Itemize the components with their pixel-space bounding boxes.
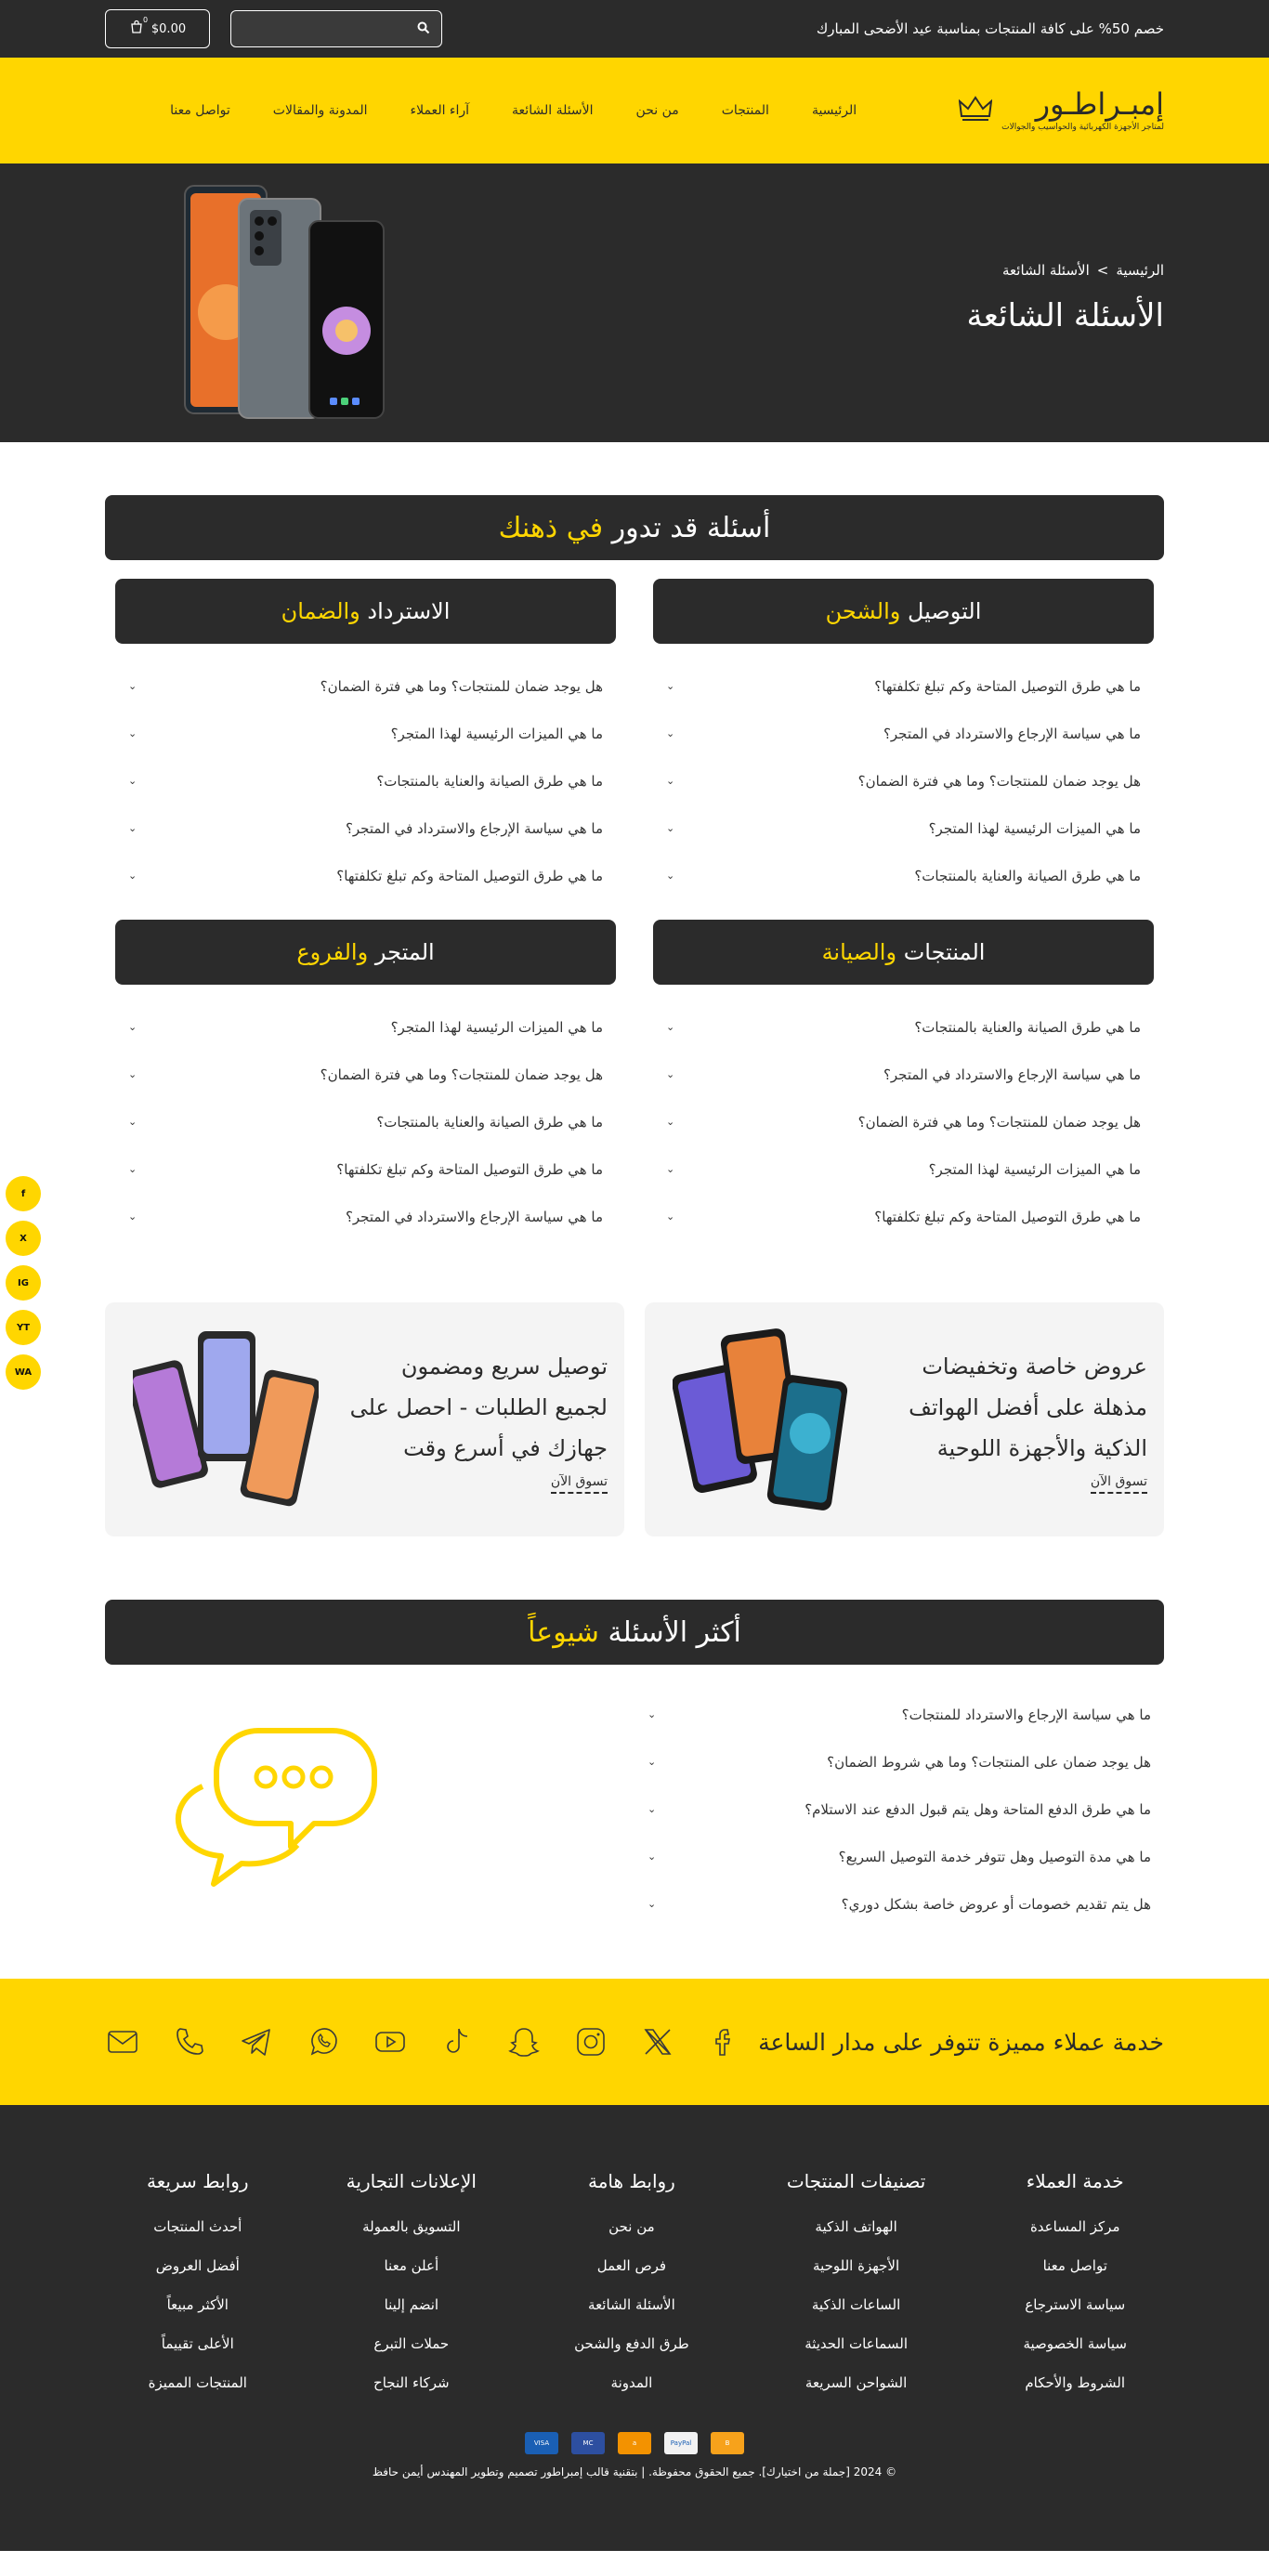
chevron-down-icon[interactable]: ⌄ [666,1210,675,1223]
faq-question[interactable] [653,757,1154,804]
chevron-down-icon[interactable]: ⌄ [648,1756,657,1768]
social-links [105,2024,742,2059]
faq-question[interactable] [634,1833,1164,1880]
faq-question-text: ما هي طرق الدفع المتاحة وهل يتم قبول الدفع عند الاستلام؟ [805,1800,1151,1818]
footer-link[interactable]: فرص العمل [596,2257,667,2274]
footer-link[interactable]: الساعات الذكية [811,2296,901,2313]
promo-line: عروض خاصة وتخفيضات [922,1353,1147,1380]
hero [0,163,1269,442]
chevron-down-icon[interactable]: ⌄ [128,1163,137,1175]
chevron-down-icon[interactable]: ⌄ [128,1068,137,1080]
faq-question-text: هل يتم تقديم خصومات أو عروض خاصة بشكل دوري؟ [841,1895,1151,1913]
nav-item[interactable]: من نحن [635,103,679,118]
whatsapp-icon[interactable]: WA [6,1354,41,1390]
faq-question-text: ما هي سياسة الإرجاع والاسترداد في المتجر؟ [345,1208,603,1225]
chevron-down-icon[interactable]: ⌄ [666,680,675,692]
chevron-down-icon[interactable]: ⌄ [128,1021,137,1033]
floating-social [6,1176,41,1390]
search-icon[interactable] [417,20,430,38]
whatsapp-icon[interactable] [306,2024,341,2059]
nav-item[interactable]: المدونة والمقالات [272,103,368,118]
footer-column [347,2170,477,2413]
faq-category-title-accent: والصيانة [821,939,897,965]
faq-category-title-bar [115,579,616,644]
faq-question-text: هل يوجد ضمان للمنتجات؟ وما هي فترة الضمان؟ [320,1066,603,1083]
faq-question[interactable] [653,1145,1154,1193]
top-bar [0,0,1269,58]
email-icon[interactable] [105,2024,140,2059]
faq-question-text: ما هي الميزات الرئيسية لهذا المتجر؟ [390,725,603,742]
chevron-down-icon[interactable]: ⌄ [128,775,137,787]
footer-link[interactable]: تواصل معنا [1042,2257,1107,2274]
faq-question[interactable] [653,662,1154,710]
footer-column-title: الإعلانات التجارية [346,2170,477,2192]
faq-question-text: ما هي الميزات الرئيسية لهذا المتجر؟ [928,819,1141,837]
facebook-icon[interactable] [707,2024,742,2059]
nav-item[interactable]: المنتجات [721,103,769,118]
faq-title-accent: في ذهنك [498,511,604,544]
faq-question[interactable] [653,1193,1154,1240]
breadcrumb [967,262,1164,279]
faq-question-text: ما هي سياسة الإرجاع والاسترداد للمنتجات؟ [901,1706,1151,1723]
faq-category-title-accent: والضمان [281,598,360,624]
faq-question[interactable] [115,662,616,710]
promo-card-offers [645,1302,1164,1536]
faq-question-text: ما هي طرق الصيانة والعناية بالمنتجات؟ [376,1113,603,1131]
faq-question[interactable] [115,1145,616,1193]
footer-link[interactable]: الهواتف الذكية [815,2218,897,2235]
chevron-down-icon[interactable]: ⌄ [666,822,675,834]
footer-column [787,2170,926,2413]
logo-name: إمبـراطـور [1035,86,1164,122]
nav-item[interactable]: آراء العملاء [410,103,470,118]
faq-question-text: هل يوجد ضمان على المنتجات؟ وما هي شروط الضمان؟ [827,1753,1151,1771]
faq-category [115,579,616,920]
phones-image [133,1322,319,1517]
faq-category-title: التوصيل [907,598,982,624]
footer-link[interactable]: طرق الدفع والشحن [574,2335,689,2352]
nav-item[interactable]: تواصل معنا [170,103,230,118]
faq-title-bar [105,495,1164,560]
faq-question[interactable] [653,1098,1154,1145]
footer-column-title: روابط سريعة [147,2170,249,2192]
faq-category [653,579,1154,920]
footer-link[interactable]: مركز المساعدة [1029,2218,1120,2235]
footer-link[interactable]: أعلن معنا [384,2257,439,2274]
most-asked-section [105,1600,1164,1979]
promo-line: لجميع الطلبات - احصل على [349,1393,608,1420]
faq-question-text: ما هي سياسة الإرجاع والاسترداد في المتجر؟ [883,725,1141,742]
footer-link[interactable]: حملات التبرع [373,2335,450,2352]
logo-tagline: لمتاجر الأجهزة الكهربائية والحواسيب والجوالات [1001,123,1164,132]
search-input[interactable] [242,22,417,36]
footer-column-title: خدمة العملاء [1026,2170,1124,2192]
footer-column-title: تصنيفات المنتجات [786,2170,926,2192]
nav-item[interactable]: الأسئلة الشائعة [512,103,594,118]
phone-icon[interactable] [172,2024,207,2059]
faq-question[interactable] [115,852,616,899]
footer-columns [105,2170,1164,2413]
footer-link[interactable]: السماعات الحديثة [805,2335,908,2352]
faq-question[interactable] [634,1880,1164,1928]
hero-phones-image [183,182,387,424]
breadcrumb-home[interactable]: الرئيسية [1116,262,1164,279]
nav-menu [127,103,857,118]
faq-question-text: هل يوجد ضمان للمنتجات؟ وما هي فترة الضمان؟ [857,772,1141,790]
faq-question[interactable] [115,1193,616,1240]
footer-link[interactable]: سياسة الاسترجاع [1025,2296,1126,2313]
service-text: خدمة عملاء مميزة تتوفر على مدار الساعة [758,2028,1164,2056]
logo[interactable] [959,86,1164,132]
tiktok-icon[interactable] [439,2024,475,2059]
faq-question[interactable] [634,1691,1164,1738]
cart-total: $0.00 [150,21,187,36]
chevron-down-icon[interactable]: ⌄ [128,1116,137,1128]
chevron-down-icon[interactable]: ⌄ [666,870,675,882]
footer-link[interactable]: سياسة الخصوصية [1023,2335,1127,2352]
most-asked-list [634,1691,1164,1928]
promo-cards [105,1302,1164,1536]
promo-line: الذكية والأجهزة اللوحية [936,1434,1147,1461]
faq-question[interactable] [115,804,616,852]
chat-bubbles-icon [105,1691,449,1928]
promo-line: توصيل سريع ومضمون [400,1353,608,1380]
faq-question[interactable] [653,1003,1154,1051]
faq-question-text: ما هي سياسة الإرجاع والاسترداد في المتجر؟ [883,1066,1141,1083]
faq-question[interactable] [115,1051,616,1098]
footer-column-title: روابط هامة [587,2170,675,2192]
hero-text [967,262,1164,334]
chevron-down-icon[interactable]: ⌄ [666,775,675,787]
chevron-down-icon[interactable]: ⌄ [128,727,137,739]
footer-link[interactable]: الشواحن السريعة [805,2374,908,2391]
x-icon[interactable] [640,2024,675,2059]
payment-methods [105,2432,1164,2454]
faq-category-title: المنتجات [903,939,986,965]
faq-category-title-accent: والفروع [296,939,369,965]
footer-link[interactable]: الأسئلة الشائعة [588,2296,675,2313]
crown-icon [959,96,992,125]
topbar-actions [105,9,442,48]
promo-card-text [329,1346,608,1494]
chevron-down-icon[interactable]: ⌄ [128,822,137,834]
faq-question-text: ما هي طرق التوصيل المتاحة وكم تبلغ تكلفتها؟ [874,677,1141,695]
faq-category-title-bar [115,920,616,985]
promo-text: خصم 50% على كافة المنتجات بمناسبة عيد الأضحى المبارك [816,20,1164,37]
footer-link[interactable]: انضم إلينا [384,2296,439,2313]
faq-title: أسئلة قد تدور [611,511,771,544]
footer-link[interactable]: المدونة [610,2374,653,2391]
faq-question-list [653,644,1154,920]
faq-category-title: المتجر [374,939,435,965]
chevron-down-icon[interactable]: ⌄ [666,1068,675,1080]
mastercard-icon: MC [571,2432,605,2454]
instagram-icon[interactable]: IG [6,1265,41,1301]
faq-category-title-accent: والشحن [825,598,901,624]
faq-question[interactable] [634,1738,1164,1785]
chevron-down-icon[interactable]: ⌄ [128,870,137,882]
faq-categories [105,579,1164,1261]
visa-icon: VISA [525,2432,558,2454]
most-asked-title-bar [105,1600,1164,1665]
nav-item[interactable]: الرئيسية [811,103,857,118]
snapchat-icon[interactable] [506,2024,542,2059]
faq-question-text: ما هي مدة التوصيل وهل تتوفر خدمة التوصيل السريع؟ [838,1848,1151,1865]
bitcoin-icon: B [711,2432,744,2454]
shop-now-link[interactable]: تسوق الآن [1091,1474,1147,1494]
shop-now-link[interactable]: تسوق الآن [551,1474,608,1494]
facebook-icon[interactable]: f [6,1176,41,1211]
faq-question[interactable] [653,852,1154,899]
youtube-icon[interactable] [373,2024,408,2059]
paypal-icon: PayPal [664,2432,698,2454]
page-title: الأسئلة الشائعة [966,297,1164,334]
faq-question[interactable] [653,804,1154,852]
faq-question-text: ما هي سياسة الإرجاع والاسترداد في المتجر؟ [345,819,603,837]
faq-category-title: الاسترداد [367,598,451,624]
faq-question[interactable] [115,1003,616,1051]
phones-image [673,1322,858,1517]
faq-question-list [115,985,616,1261]
faq-question-text: ما هي طرق الصيانة والعناية بالمنتجات؟ [914,1018,1141,1036]
chevron-down-icon[interactable]: ⌄ [128,680,137,692]
search-box [230,10,442,47]
faq-question-list [115,644,616,920]
faq-question-text: ما هي الميزات الرئيسية لهذا المتجر؟ [928,1160,1141,1178]
footer-link[interactable]: التسويق بالعمولة [362,2218,461,2235]
faq-question-text: ما هي طرق التوصيل المتاحة وكم تبلغ تكلفتها؟ [336,867,603,884]
footer-link[interactable]: المنتجات المميزة [148,2374,247,2391]
faq-question[interactable] [634,1785,1164,1833]
footer-column [574,2170,689,2413]
footer-link[interactable]: الأجهزة اللوحية [813,2257,900,2274]
logo-text [1001,86,1164,132]
faq-question-text: ما هي طرق الصيانة والعناية بالمنتجات؟ [914,867,1141,884]
instagram-icon[interactable] [573,2024,608,2059]
chevron-down-icon[interactable]: ⌄ [648,1898,657,1910]
promo-line: مذهلة على أفضل الهواتف [909,1393,1147,1420]
faq-question[interactable] [653,710,1154,757]
faq-question-text: هل يوجد ضمان للمنتجات؟ وما هي فترة الضمان؟ [857,1113,1141,1131]
copyright: © 2024 [جملة من اختيارك]. جميع الحقوق محفوظة. | بتقنية قالب إمبراطور تصميم وتطوير المهندس أيمن حافظ [372,2465,897,2478]
faq-question[interactable] [115,757,616,804]
faq-question[interactable] [115,710,616,757]
cart-button[interactable] [105,9,210,48]
footer [0,2105,1269,2551]
cart-count: 0 [143,16,149,24]
chevron-down-icon[interactable]: ⌄ [666,1021,675,1033]
chevron-down-icon[interactable]: ⌄ [666,727,675,739]
footer-link[interactable]: أحدث المنتجات [153,2218,242,2235]
faq-question[interactable] [653,1051,1154,1098]
chevron-down-icon[interactable]: ⌄ [648,1803,657,1815]
faq-category-title-bar [653,579,1154,644]
service-bar [0,1979,1269,2105]
amazon-pay-icon: a [618,2432,651,2454]
faq-question-list [653,985,1154,1261]
footer-link[interactable]: أفضل العروض [155,2257,240,2274]
main-nav [0,58,1269,163]
footer-link[interactable]: شركاء النجاح [373,2374,450,2391]
faq-section [105,442,1164,1979]
youtube-icon[interactable]: YT [6,1310,41,1345]
footer-link[interactable]: الأكثر مبيعاً [166,2296,229,2313]
chevron-down-icon[interactable]: ⌄ [666,1163,675,1175]
x-icon[interactable]: X [6,1221,41,1256]
most-asked-body [105,1691,1164,1979]
footer-column [1023,2170,1127,2413]
faq-category [653,920,1154,1261]
faq-question-text: ما هي طرق الصيانة والعناية بالمنتجات؟ [376,772,603,790]
footer-column [147,2170,249,2413]
most-asked-title-accent: شيوعاً [528,1615,599,1649]
chevron-down-icon[interactable]: ⌄ [128,1210,137,1223]
footer-link[interactable]: الأعلى تقييماً [161,2335,234,2352]
breadcrumb-current: الأسئلة الشائعة [1002,262,1090,279]
chevron-down-icon[interactable]: ⌄ [666,1116,675,1128]
faq-category-title-bar [653,920,1154,985]
faq-question-text: هل يوجد ضمان للمنتجات؟ وما هي فترة الضمان؟ [320,677,603,695]
most-asked-title: أكثر الأسئلة [608,1615,741,1649]
faq-category [115,920,616,1261]
chevron-down-icon[interactable]: ⌄ [648,1850,657,1863]
footer-link[interactable]: الشروط والأحكام [1025,2374,1126,2391]
faq-question-text: ما هي الميزات الرئيسية لهذا المتجر؟ [390,1018,603,1036]
cart-icon [129,20,144,38]
faq-question-text: ما هي طرق التوصيل المتاحة وكم تبلغ تكلفتها؟ [336,1160,603,1178]
faq-question-text: ما هي طرق التوصيل المتاحة وكم تبلغ تكلفتها؟ [874,1208,1141,1225]
faq-question[interactable] [115,1098,616,1145]
promo-card-delivery [105,1302,624,1536]
breadcrumb-separator: > [1096,262,1109,279]
footer-link[interactable]: من نحن [608,2218,655,2235]
promo-card-text [869,1346,1147,1494]
telegram-icon[interactable] [239,2024,274,2059]
promo-line: جهازك في أسرع وقت [403,1434,608,1461]
chevron-down-icon[interactable]: ⌄ [648,1708,657,1720]
